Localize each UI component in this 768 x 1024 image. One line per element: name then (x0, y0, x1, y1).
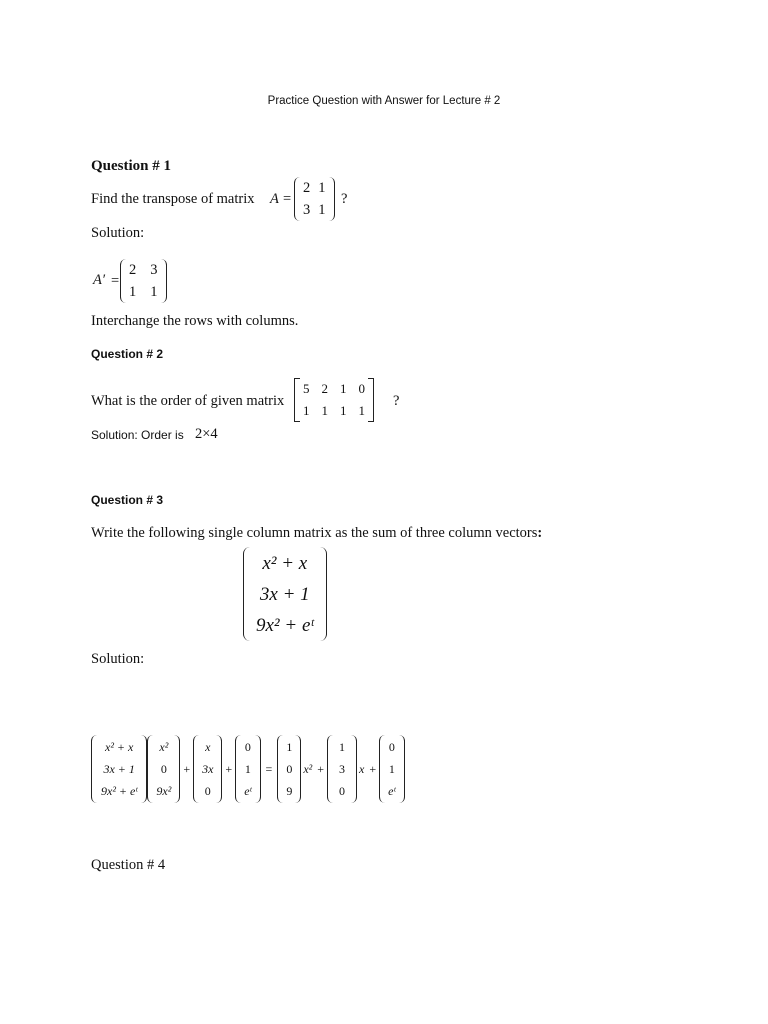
question-2-solution: Solution: Order is (91, 428, 184, 442)
vector-sum-equation (91, 734, 405, 804)
prompt-colon: : (537, 525, 543, 541)
question-1-heading: Question # 1 (91, 158, 172, 174)
result-vector-1 (277, 735, 301, 803)
equals-sign: = (283, 191, 292, 207)
matrix-cell: 3 (303, 202, 311, 218)
matrix-cell: 2 (303, 180, 311, 196)
solution-label: Solution: (91, 225, 145, 241)
matrix-cell: 1 (150, 284, 158, 300)
vector-entry: 0 (244, 740, 251, 754)
question-3-heading: Question # 3 (91, 493, 164, 507)
vector-entry: 9x² + eᵗ (256, 614, 314, 636)
question-mark: ? (341, 191, 348, 207)
vector-entry: 0 (204, 784, 211, 798)
matrix-cell: 1 (318, 202, 326, 218)
matrix-cell: 0 (358, 381, 365, 396)
vector-entry: eᵗ (244, 784, 252, 798)
plus-sign: + (369, 761, 377, 776)
vector-2 (193, 735, 222, 803)
vector-entry: 1 (286, 740, 293, 754)
matrix-a-name: A (270, 191, 279, 207)
vector-entry: 9x² + eᵗ (101, 784, 138, 798)
vector-entry: 9x² (156, 784, 172, 798)
question-2-prompt: What is the order of given matrix (91, 393, 285, 409)
transpose-name: A′ (93, 272, 106, 288)
matrix-cell: 2 (321, 381, 328, 396)
coefficient: x (359, 761, 365, 776)
question-2-heading: Question # 2 (91, 347, 164, 361)
question-3-prompt (91, 525, 542, 542)
vector-entry: 0 (339, 784, 346, 798)
matrix-cell: 1 (129, 284, 137, 300)
vector-entry: x² (159, 740, 169, 754)
question-mark: ? (393, 393, 400, 409)
transpose-matrix (120, 259, 167, 303)
matrix-cell: 5 (303, 381, 310, 396)
vector-entry: 0 (388, 740, 395, 754)
page-title: Practice Question with Answer for Lecture # 2 (267, 95, 501, 107)
prompt-text: Write the following single column matrix as the sum of three column vectors (91, 525, 538, 541)
vector-3 (235, 735, 260, 803)
question-1-prompt: Find the transpose of matrix (91, 191, 255, 207)
plus-sign: + (225, 761, 233, 776)
equals-sign: = (111, 273, 120, 289)
equals-sign: = (265, 761, 273, 776)
matrix-cell: 1 (303, 403, 310, 418)
vector-entry: 3 (339, 762, 346, 776)
vector-entry: 3x + 1 (103, 762, 135, 776)
vector-entry: 1 (244, 762, 251, 776)
matrix-cell: 3 (150, 262, 158, 278)
matrix-a (294, 177, 335, 221)
vector-entry: 1 (388, 762, 395, 776)
vector-entry: 9 (286, 784, 293, 798)
vector-entry: 3x (202, 762, 214, 776)
matrix-cell: 1 (321, 403, 328, 418)
matrix-2x4 (294, 378, 374, 422)
vector-entry: x² + x (262, 552, 308, 574)
question-4-heading: Question # 4 (91, 857, 166, 873)
vector-1 (147, 735, 180, 803)
plus-sign: + (183, 761, 191, 776)
vector-entry: 0 (160, 762, 167, 776)
vector-entry: 1 (339, 740, 346, 754)
coefficient: x² (303, 761, 313, 776)
vector-entry: x (205, 740, 211, 754)
result-vector-2 (327, 735, 357, 803)
column-vector (243, 547, 327, 641)
vector-entry: 0 (286, 762, 293, 776)
solution-label: Solution: (91, 651, 145, 667)
matrix-cell: 1 (340, 381, 347, 396)
question-1-note: Interchange the rows with columns. (91, 313, 299, 329)
matrix-cell: 2 (129, 262, 137, 278)
lhs-vector (91, 735, 147, 803)
matrix-cell: 1 (318, 180, 326, 196)
vector-entry: x² + x (105, 740, 134, 754)
vector-entry: 3x + 1 (259, 583, 310, 605)
matrix-cell: 1 (358, 403, 365, 418)
plus-sign: + (317, 761, 325, 776)
matrix-cell: 1 (340, 403, 347, 418)
result-vector-3 (379, 735, 404, 803)
vector-entry: eᵗ (388, 784, 396, 798)
matrix-order: 2×4 (195, 426, 218, 442)
